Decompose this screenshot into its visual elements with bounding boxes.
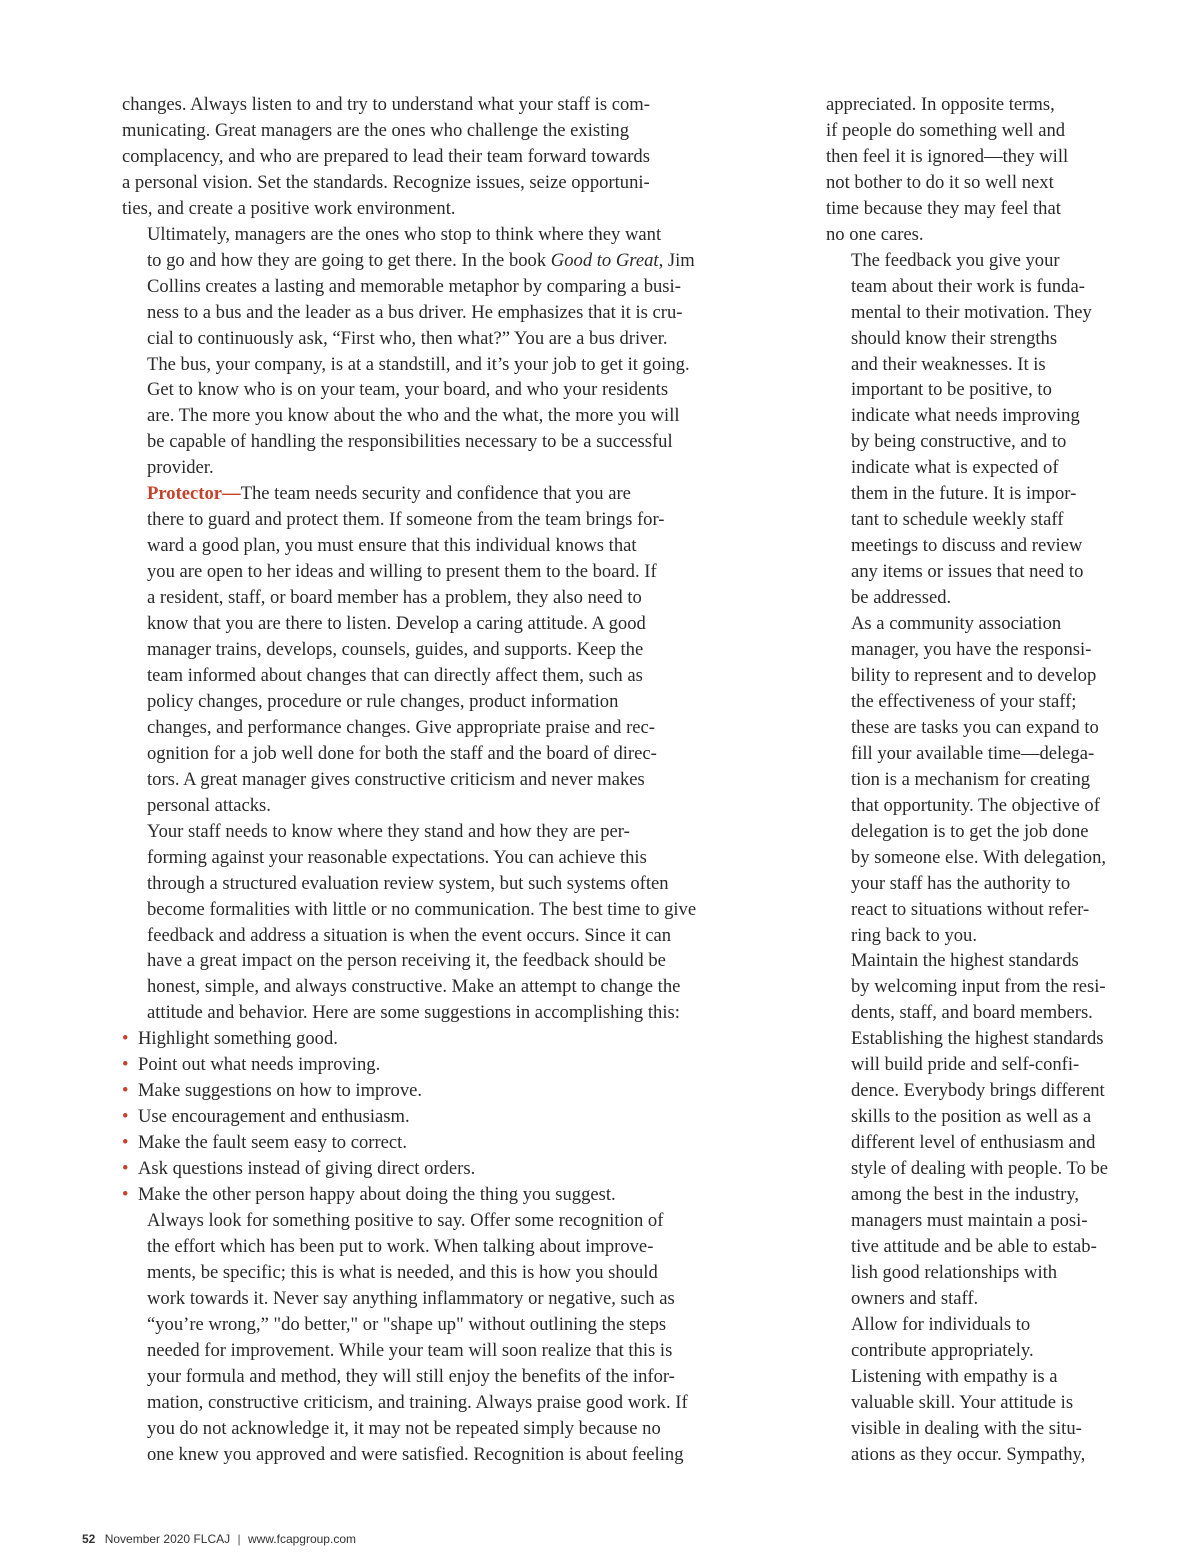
bullet-icon: • <box>122 1028 129 1050</box>
text-line: valuable skill. Your attitude is <box>851 1391 1074 1413</box>
text-line: be addressed. <box>851 587 952 609</box>
text-line: honest, simple, and always constructive. Make an attempt to change the <box>147 976 681 998</box>
text-line: by someone else. With delegation, <box>851 846 1107 868</box>
text-line: time because they may feel that <box>826 197 1061 219</box>
text-line: changes. Always listen to and try to understand what your staff is com- <box>122 94 650 115</box>
bullet-icon: • <box>122 1132 129 1154</box>
text-line: the effectiveness of your staff; <box>851 690 1077 712</box>
text-line: there to guard and protect them. If someone from the team brings for- <box>147 509 665 531</box>
issue-date: November 2020 <box>104 1532 191 1546</box>
text-line: different level of enthusiasm and <box>851 1132 1096 1154</box>
text-line: complacency, and who are prepared to lead their team forward towards <box>122 145 650 167</box>
text-line: you are open to her ideas and willing to present them to the board. If <box>147 561 657 583</box>
text-line: team informed about changes that can directly affect them, such as <box>147 664 643 686</box>
publication-name: FLCAJ <box>193 1532 231 1546</box>
text-line: needed for improvement. While your team will soon realize that this is <box>147 1339 673 1361</box>
text-line: know that you are there to listen. Develop a caring attitude. A good <box>147 613 646 635</box>
text-line: through a structured evaluation review system, but such systems often <box>147 872 669 894</box>
text-line: feedback and address a situation is when the event occurs. Since it can <box>147 924 672 946</box>
paragraph-continuation <box>122 507 744 818</box>
text-line: contribute appropriately. <box>851 1339 1034 1361</box>
text-line: will build pride and self-confi- <box>851 1054 1080 1076</box>
text-line: Collins creates a lasting and memorable metaphor by comparing a busi- <box>147 275 681 297</box>
footer-separator: | <box>237 1532 241 1546</box>
text-line: important to be positive, to <box>851 379 1052 401</box>
text-line: The bus, your company, is at a standstill, and it’s your job to get it going. <box>147 353 690 375</box>
text-line: mental to their motivation. They <box>851 301 1092 323</box>
list-item <box>122 1026 744 1052</box>
text-line: your formula and method, they will still enjoy the benefits of the infor- <box>147 1365 675 1387</box>
text-line: the effort which has been put to work. When talking about improve- <box>147 1235 654 1257</box>
text-line: Establishing the highest standards <box>851 1028 1104 1050</box>
paragraph <box>826 1312 1118 1468</box>
text-line: team about their work is funda- <box>851 275 1085 297</box>
list-item <box>122 1052 744 1078</box>
paragraph <box>122 1208 744 1468</box>
list-item <box>122 1156 744 1182</box>
text-line: municating. Great managers are the ones who challenge the existing <box>122 119 630 141</box>
text-line: manager trains, develops, counsels, guides, and supports. Keep the <box>147 639 644 661</box>
text-line: one knew you approved and were satisfied. Recognition is about feeling <box>147 1443 684 1465</box>
text-line: that opportunity. The objective of <box>851 794 1100 816</box>
text-line: changes, and performance changes. Give appropriate praise and rec- <box>147 716 655 738</box>
page-footer <box>82 1532 356 1546</box>
list-item <box>122 1130 744 1156</box>
text-line: Your staff needs to know where they stand and how they are per- <box>147 820 630 842</box>
text-line: dence. Everybody brings different <box>851 1080 1105 1102</box>
list-item <box>122 1104 744 1130</box>
text-line: become formalities with little or no communication. The best time to give <box>147 898 697 920</box>
paragraph <box>826 611 1118 948</box>
text-line: The feedback you give your <box>851 249 1060 271</box>
text-line: by being constructive, and to <box>851 431 1067 453</box>
text-line: As a community association <box>851 613 1062 635</box>
text-line: delegation is to get the job done <box>851 820 1089 842</box>
text-line: bility to represent and to develop <box>851 664 1097 686</box>
bullet-icon: • <box>122 1158 129 1180</box>
text-line: fill your available time—delega- <box>851 742 1095 764</box>
text-line: if people do something well and <box>826 119 1066 141</box>
website-link[interactable]: www.fcapgroup.com <box>247 1532 356 1546</box>
text-line: manager, you have the responsi- <box>851 639 1092 661</box>
text-line: be capable of handling the responsibilities necessary to be a successful <box>147 431 673 453</box>
text-line: these are tasks you can expand to <box>851 716 1099 738</box>
text-line: Maintain the highest standards <box>851 950 1079 972</box>
text-line: by welcoming input from the resi- <box>851 976 1106 998</box>
text-line: no one cares. <box>826 223 924 245</box>
left-column <box>122 92 744 1468</box>
text-line: then feel it is ignored—they will <box>826 145 1069 167</box>
text-line: any items or issues that need to <box>851 561 1084 583</box>
bullet-icon: • <box>122 1184 129 1206</box>
text-line: react to situations without refer- <box>851 898 1090 920</box>
text-line: them in the future. It is impor- <box>851 483 1077 505</box>
text-line: meetings to discuss and review <box>851 535 1083 557</box>
text-line: owners and staff. <box>851 1287 979 1309</box>
text-line: style of dealing with people. To be <box>851 1158 1109 1180</box>
text-line: ring back to you. <box>851 924 977 946</box>
bullet-icon: • <box>122 1080 129 1102</box>
text-line: Protector—The team needs security and confidence that you are <box>147 483 631 505</box>
paragraph-good-to-great <box>122 222 744 482</box>
right-column <box>826 92 1118 1468</box>
text-line: Get to know who is on your team, your board, and who your residents <box>147 379 669 401</box>
text-line: a personal vision. Set the standards. Recognize issues, seize opportuni- <box>122 171 650 193</box>
text-line: attitude and behavior. Here are some suggestions in accomplishing this: <box>147 1002 680 1024</box>
list-item <box>122 1078 744 1104</box>
text-line: ognition for a job well done for both the staff and the board of direc- <box>147 742 657 764</box>
page-number: 52 <box>82 1532 96 1546</box>
list-item-text: Make the fault seem easy to correct. <box>138 1132 407 1154</box>
text-line: you do not acknowledge it, it may not be repeated simply because no <box>147 1417 661 1439</box>
paragraph <box>826 948 1118 1311</box>
paragraph <box>122 92 744 222</box>
text-line: tion is a mechanism for creating <box>851 768 1091 790</box>
text-line: should know their strengths <box>851 327 1058 349</box>
text-line: Allow for individuals to <box>851 1313 1031 1335</box>
text-line: ties, and create a positive work environment. <box>122 197 456 219</box>
text-line: tive attitude and be able to estab- <box>851 1235 1097 1257</box>
text-line: work towards it. Never say anything inflammatory or negative, such as <box>147 1287 675 1309</box>
paragraph <box>826 248 1118 611</box>
paragraph <box>826 92 1118 248</box>
text-line: appreciated. In opposite terms, <box>826 94 1055 115</box>
text-line: ward a good plan, you must ensure that this individual knows that <box>147 535 637 557</box>
text-line: policy changes, procedure or rule changes, product information <box>147 690 619 712</box>
text-line: mation, constructive criticism, and training. Always praise good work. If <box>147 1391 688 1413</box>
text-line: visible in dealing with the situ- <box>851 1417 1082 1439</box>
paragraph-continuation <box>122 274 744 482</box>
text-line: among the best in the industry, <box>851 1184 1080 1206</box>
text-line: are. The more you know about the who and the what, the more you will <box>147 405 680 427</box>
bullet-icon: • <box>122 1106 129 1128</box>
text-line: lish good relationships with <box>851 1261 1058 1283</box>
list-item-text: Use encouragement and enthusiasm. <box>138 1106 410 1128</box>
text-line: skills to the position as well as a <box>851 1106 1092 1128</box>
text-line: ness to a bus and the leader as a bus driver. He emphasizes that it is cru- <box>147 301 683 323</box>
list-item-text: Point out what needs improving. <box>138 1054 381 1076</box>
list-item <box>122 1182 744 1208</box>
list-item-text: Make the other person happy about doing the thing you suggest. <box>138 1184 616 1206</box>
text-line: forming against your reasonable expectations. You can achieve this <box>147 846 647 868</box>
list-item-text: Highlight something good. <box>138 1028 338 1050</box>
text-line: have a great impact on the person receiving it, the feedback should be <box>147 950 666 972</box>
suggestions-list <box>122 1026 744 1208</box>
text-line: a resident, staff, or board member has a problem, they also need to <box>147 587 642 609</box>
text-line: Ultimately, managers are the ones who stop to think where they want <box>147 223 662 245</box>
text-line: ations as they occur. Sympathy, <box>851 1443 1086 1465</box>
text-line: to go and how they are going to get there. In the book Good to Great, Jim <box>147 249 695 271</box>
text-line: tors. A great manager gives constructive criticism and never makes <box>147 768 645 790</box>
paragraph-protector <box>122 481 744 818</box>
text-line: cial to continuously ask, “First who, then what?” You are a bus driver. <box>147 327 668 349</box>
text-line: Always look for something positive to say. Offer some recognition of <box>147 1209 664 1231</box>
text-line: ments, be specific; this is what is needed, and this is how you should <box>147 1261 658 1283</box>
text-line: indicate what is expected of <box>851 457 1059 479</box>
text-line: Listening with empathy is a <box>851 1365 1058 1387</box>
paragraph <box>122 819 744 1027</box>
text-line: your staff has the authority to <box>851 872 1071 894</box>
protector-run-in-heading: Protector— <box>147 483 241 505</box>
list-item-text: Ask questions instead of giving direct orders. <box>138 1158 476 1180</box>
text-line: dents, staff, and board members. <box>851 1002 1093 1024</box>
text-line: tant to schedule weekly staff <box>851 509 1064 531</box>
book-title: Good to Great <box>550 249 659 271</box>
text-line: provider. <box>147 457 214 479</box>
text-line: “you’re wrong,” "do better," or "shape up" without outlining the steps <box>147 1313 667 1335</box>
bullet-icon: • <box>122 1054 129 1076</box>
text-line: managers must maintain a posi- <box>851 1209 1088 1231</box>
text-line: and their weaknesses. It is <box>851 353 1046 375</box>
text-line: not bother to do it so well next <box>826 171 1054 193</box>
text-line: indicate what needs improving <box>851 405 1080 427</box>
list-item-text: Make suggestions on how to improve. <box>138 1080 423 1102</box>
text-line: personal attacks. <box>147 794 271 816</box>
